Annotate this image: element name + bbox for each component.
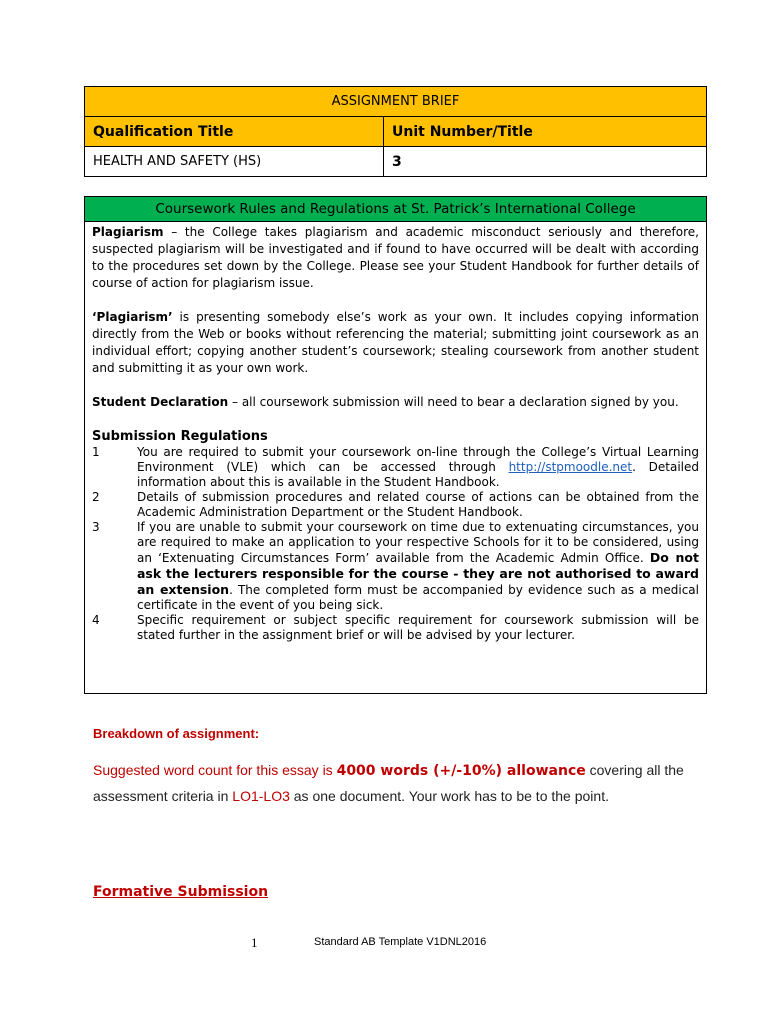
rules-body [85, 222, 706, 643]
plagiarism-paragraph [92, 224, 699, 292]
plagiarism-term: Plagiarism [92, 225, 164, 239]
word-count-end: as one document. Your work has to be to the point. [289, 788, 609, 804]
regulation-text: Details of submission procedures and related course of actions can be obtained from the Academic Administration Department or the Student Handbook. [137, 490, 699, 519]
regulation-number: 2 [92, 490, 100, 504]
regulation-text-end: . The completed form must be accompanied by evidence such as a medical certificate in the event of you being sick. [137, 583, 699, 612]
regulation-number: 1 [92, 445, 100, 459]
regulation-text-end: . Detailed information about this is available in the Student Handbook. [137, 460, 700, 489]
brief-header-row [85, 116, 706, 146]
unit-header: Unit Number/Title [392, 123, 533, 140]
regulation-number: 3 [92, 520, 100, 534]
qualification-header: Qualification Title [85, 117, 384, 146]
regulation-item [92, 445, 699, 490]
word-count-paragraph [93, 758, 693, 809]
regulation-text [137, 445, 699, 490]
word-count-value: 4000 words (+/-10%) allowance [336, 763, 586, 779]
assignment-brief-table [84, 86, 707, 177]
word-count-mid: covering all the assessment criteria in [93, 762, 684, 804]
template-label: Standard AB Template V1DNL2016 [314, 936, 487, 948]
page-number: 1 [251, 935, 258, 950]
word-count-intro: Suggested word count for this essay is [93, 762, 337, 778]
learning-outcomes: LO1-LO3 [232, 788, 290, 804]
declaration-term: Student Declaration [92, 395, 229, 409]
regulation-text-start: You are required to submit your coursework on-line through the College’s Virtual Learning Environment (VLE) which can be accessed through [137, 445, 699, 474]
plagiarism-def-text: is presenting somebody else’s work as your own. It includes copying information directly from the Web or books without referencing the material; submitting joint coursework as an individual effort; copying another student’s coursework; stealing coursework from another student and submitting it as your own work. [92, 310, 699, 375]
plagiarism-def-term: ‘Plagiarism’ [92, 310, 173, 324]
regulation-number: 4 [92, 613, 100, 627]
stpmoodle-link[interactable]: http://stpmoodle.net [508, 460, 633, 474]
regulation-warning: Do not ask the lecturers responsible for the course - they are not authorised to award an extension [137, 550, 699, 597]
unit-value: 3 [392, 153, 402, 170]
declaration-paragraph [92, 394, 699, 411]
regulation-item [92, 520, 699, 613]
regulation-item [92, 490, 699, 520]
regulation-text [137, 520, 699, 613]
brief-value-row [85, 146, 706, 176]
submission-regulations-title: Submission Regulations [92, 429, 268, 444]
regulation-item [92, 613, 699, 643]
breakdown-title: Breakdown of assignment: [93, 726, 260, 741]
qualification-value: HEALTH AND SAFETY (HS) [85, 147, 384, 176]
regulation-text: Specific requirement or subject specific requirement for coursework submission will be stated further in the assignment brief or will be advised by your lecturer. [137, 613, 699, 642]
coursework-rules-box [84, 196, 707, 694]
rules-title: Coursework Rules and Regulations at St. Patrick’s International College [85, 197, 706, 222]
declaration-text: – all coursework submission will need to bear a declaration signed by you. [228, 395, 679, 409]
brief-title: ASSIGNMENT BRIEF [331, 94, 460, 109]
plagiarism-text: – the College takes plagiarism and academic misconduct seriously and therefore, suspected plagiarism will be investigated and if found to have occurred will be dealt with according to the procedures set down by the College. Please see your Student Handbook for further details of course of action for plagiarism issue. [92, 225, 699, 290]
formative-submission-heading: Formative Submission [93, 884, 269, 900]
brief-title-row [85, 87, 706, 116]
regulation-text-start: If you are unable to submit your coursework on time due to extenuating circumstances, you are required to make an application to your respective Schools for it to be considered, using an ‘Extenuating Circumstances Form’ available from the Academic Admin Office. [137, 520, 699, 565]
plagiarism-definition-paragraph [92, 309, 699, 377]
